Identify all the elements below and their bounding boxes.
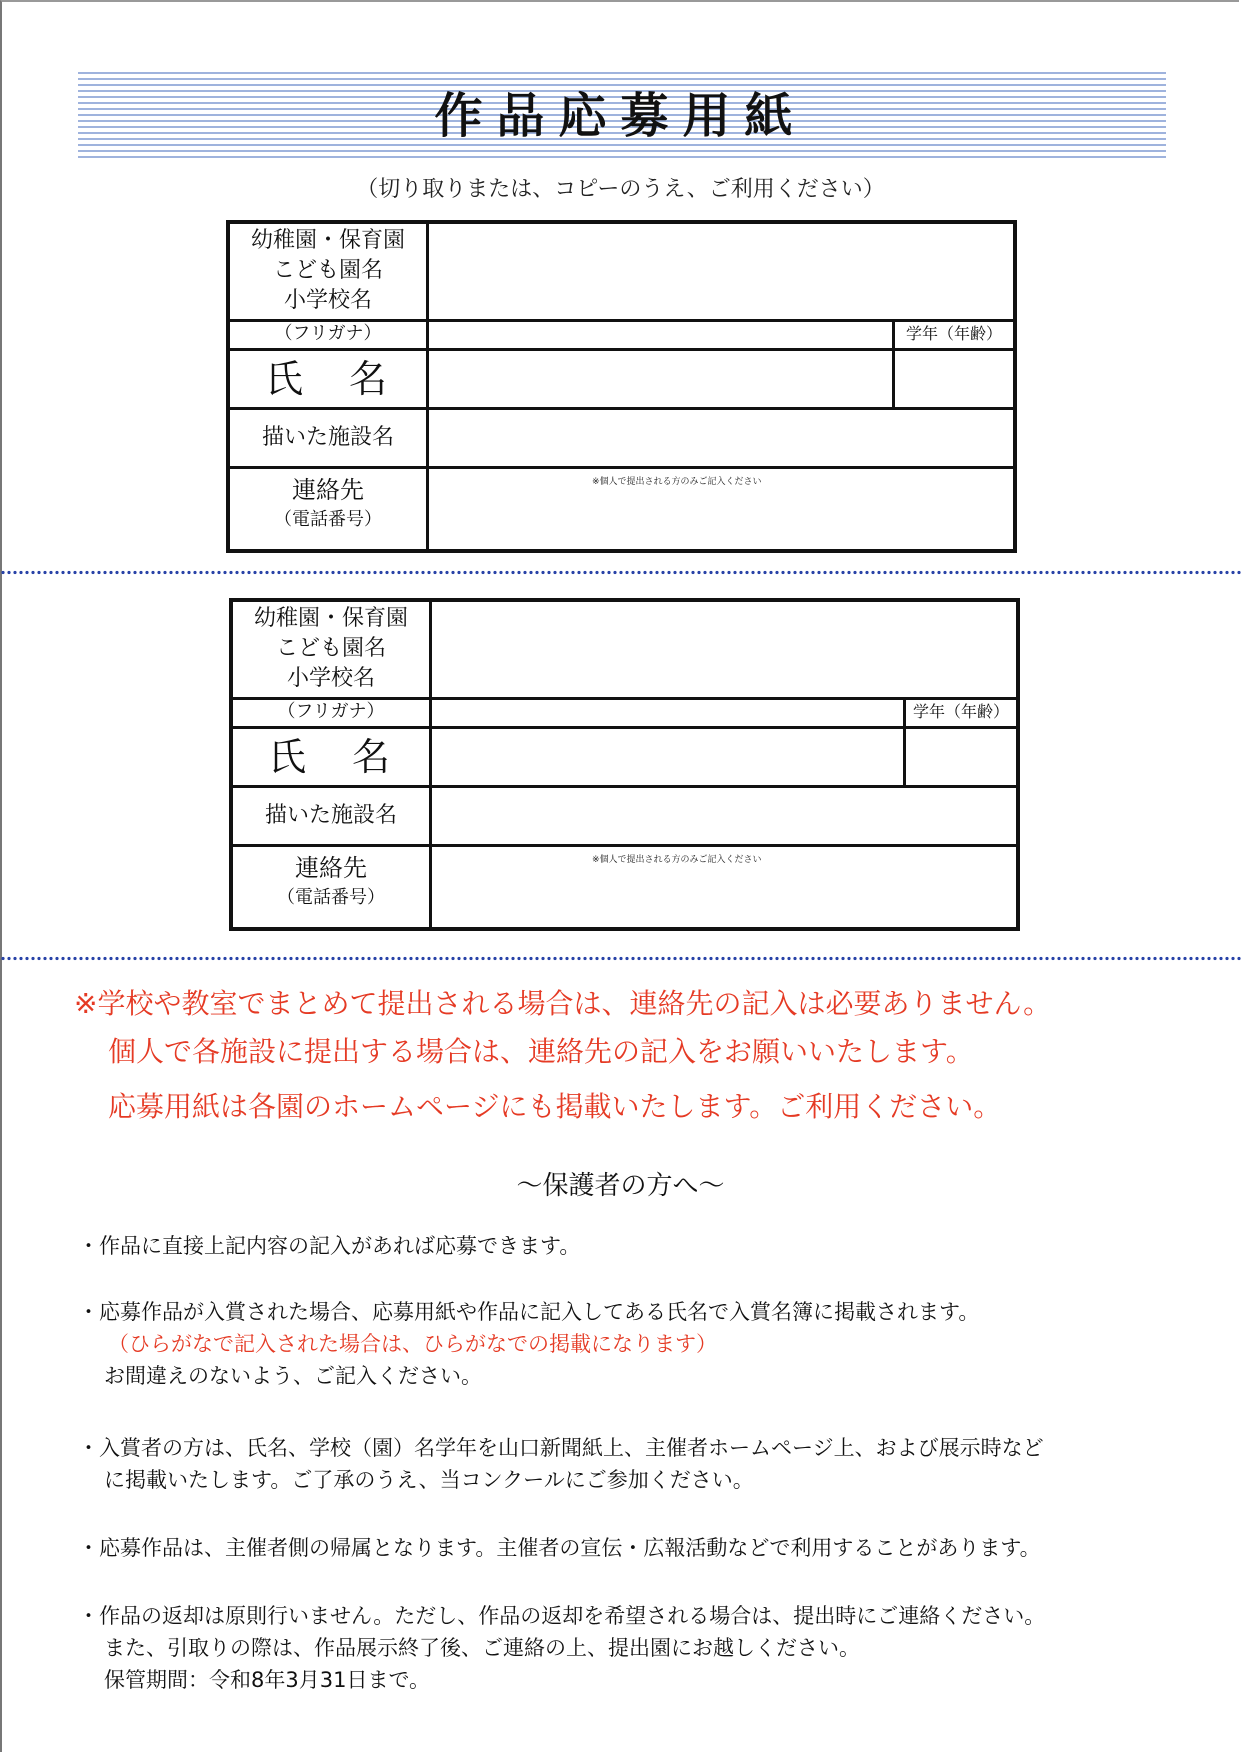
notice-line-2: 個人で各施設に提出する場合は、連絡先の記入をお願いいたします。 [108, 1035, 974, 1068]
furigana-label: （フリガナ） [274, 323, 382, 344]
notice-line-1: ※学校や教室でまとめて提出される場合は、連絡先の記入は必要ありません。 [74, 987, 1052, 1020]
subtitle: （切り取りまたは、コピーのうえ、ご利用ください） [356, 177, 885, 202]
contact-note: ※個人で提出される方のみご記入ください [592, 855, 762, 865]
school-name-field[interactable] [432, 602, 1016, 697]
name-label: 氏 名 [267, 735, 394, 779]
name-label: 氏 名 [264, 357, 391, 401]
page-title: 作品応募用紙 [434, 88, 807, 144]
furigana-field[interactable] [432, 700, 903, 726]
grade-label: 学年（年齢） [905, 324, 1002, 343]
school-name-field[interactable] [429, 224, 1013, 319]
facility-field[interactable] [432, 788, 1016, 844]
name-field[interactable] [429, 351, 892, 407]
facility-label: 描いた施設名 [261, 425, 394, 450]
grade-field[interactable] [895, 351, 1013, 407]
notice-line-3: 応募用紙は各園のホームページにも掲載いたします。ご利用ください。 [108, 1090, 1002, 1123]
guardian-item-3: ・入賞者の方は、氏名、学校（園）名学年を山口新聞紙上、主催者ホームページ上、および展示時など に掲載いたします。ご了承のうえ、当コンクールにご参加ください。 [78, 1436, 1044, 1492]
entry-form-2 [229, 598, 1020, 931]
contact-label: 連絡先 （電話番号） [274, 476, 382, 530]
name-field[interactable] [432, 729, 903, 785]
guardian-heading: ～保護者の方へ～ [516, 1171, 725, 1201]
school-label: 幼稚園・保育園 こども園名 小学校名 [250, 228, 405, 313]
guardian-item-5: ・作品の返却は原則行いません。ただし、作品の返却を希望される場合は、提出時にご連絡ください。 また、引取りの際は、作品展示終了後、ご連絡の上、提出園にお越しください。 保管期間：令和8年3月31日まで。 [78, 1604, 1046, 1692]
entry-form-1 [226, 220, 1017, 553]
cut-line-1 [0, 570, 1241, 575]
grade-label: 学年（年齢） [912, 702, 1009, 721]
school-label: 幼稚園・保育園 こども園名 小学校名 [253, 606, 408, 691]
guardian-item-4: ・応募作品は、主催者側の帰属となります。主催者の宣伝・広報活動などで利用することがあります。 [78, 1536, 1041, 1560]
hiragana-note: （ひらがなで記入された場合は、ひらがなでの掲載になります） [108, 1332, 717, 1356]
cut-line-2 [0, 956, 1241, 961]
grade-field[interactable] [906, 729, 1016, 785]
facility-field[interactable] [429, 410, 1013, 466]
contact-label: 連絡先 （電話番号） [277, 854, 385, 908]
facility-label: 描いた施設名 [264, 803, 397, 828]
furigana-field[interactable] [429, 322, 892, 348]
guardian-item-1: ・作品に直接上記内容の記入があれば応募できます。 [78, 1234, 581, 1258]
guardian-item-2: ・応募作品が入賞された場合、応募用紙や作品に記入してある氏名で入賞名簿に掲載されます。 （ひらがなで記入された場合は、ひらがなでの掲載になります） お間違えのないよう、ご記入ください。 [78, 1300, 980, 1388]
furigana-label: （フリガナ） [277, 701, 385, 722]
contact-note: ※個人で提出される方のみご記入ください [592, 477, 762, 487]
